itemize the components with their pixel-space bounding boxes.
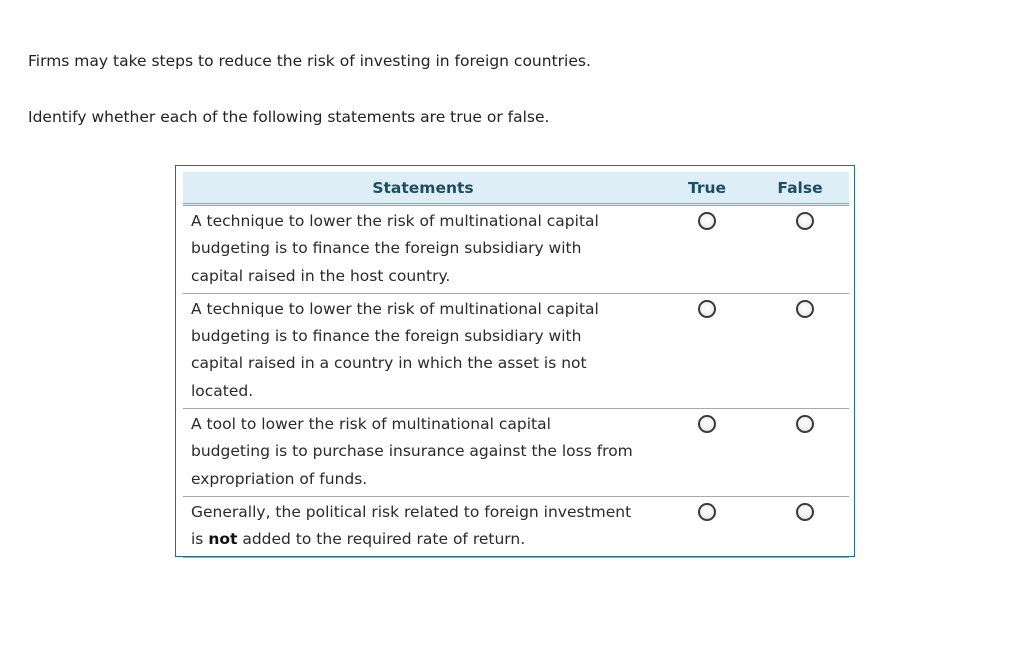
false-cell [751,496,849,557]
statements-column-header: Statements [183,172,663,205]
statement-row [183,293,849,408]
false-column-header: False [751,172,849,205]
statements-table [183,172,849,558]
false-radio-button[interactable] [796,212,814,230]
false-cell [751,293,849,408]
statement-row [183,205,849,294]
statement-text-part: A tool to lower the risk of multinational capital budgeting is to purchase insurance against the loss from expropriation of funds. [191,415,633,488]
statement-row [183,496,849,557]
false-radio-button[interactable] [796,300,814,318]
false-cell [751,205,849,294]
statement-text-part: added to the required rate of return. [237,530,526,549]
statement-text-part: Generally, the political risk related to foreign investment is [191,502,632,549]
false-radio-button[interactable] [796,503,814,521]
true-false-table-frame [175,165,855,557]
statement-text [183,205,663,294]
statement-row [183,409,849,497]
false-cell [751,409,849,497]
true-radio-button[interactable] [698,503,716,521]
true-radio-button[interactable] [698,415,716,433]
true-column-header: True [663,172,751,205]
instruction-text: Identify whether each of the following statements are true or false. [28,108,550,126]
table-header-row [183,172,849,205]
statement-text [183,409,663,497]
true-radio-button[interactable] [698,300,716,318]
intro-text: Firms may take steps to reduce the risk of investing in foreign countries. [28,52,591,70]
true-radio-button[interactable] [698,212,716,230]
true-cell [663,293,751,408]
true-cell [663,496,751,557]
true-cell [663,205,751,294]
statement-bold-word: not [208,530,238,549]
statement-text [183,496,663,557]
false-radio-button[interactable] [796,415,814,433]
statement-text-part: A technique to lower the risk of multinational capital budgeting is to finance the foreign subsidiary with capital raised in the host country. [191,212,599,285]
statement-text-part: A technique to lower the risk of multinational capital budgeting is to finance the foreign subsidiary with capital raised in a country in which the asset is not located. [191,299,599,400]
statement-text [183,293,663,408]
true-cell [663,409,751,497]
